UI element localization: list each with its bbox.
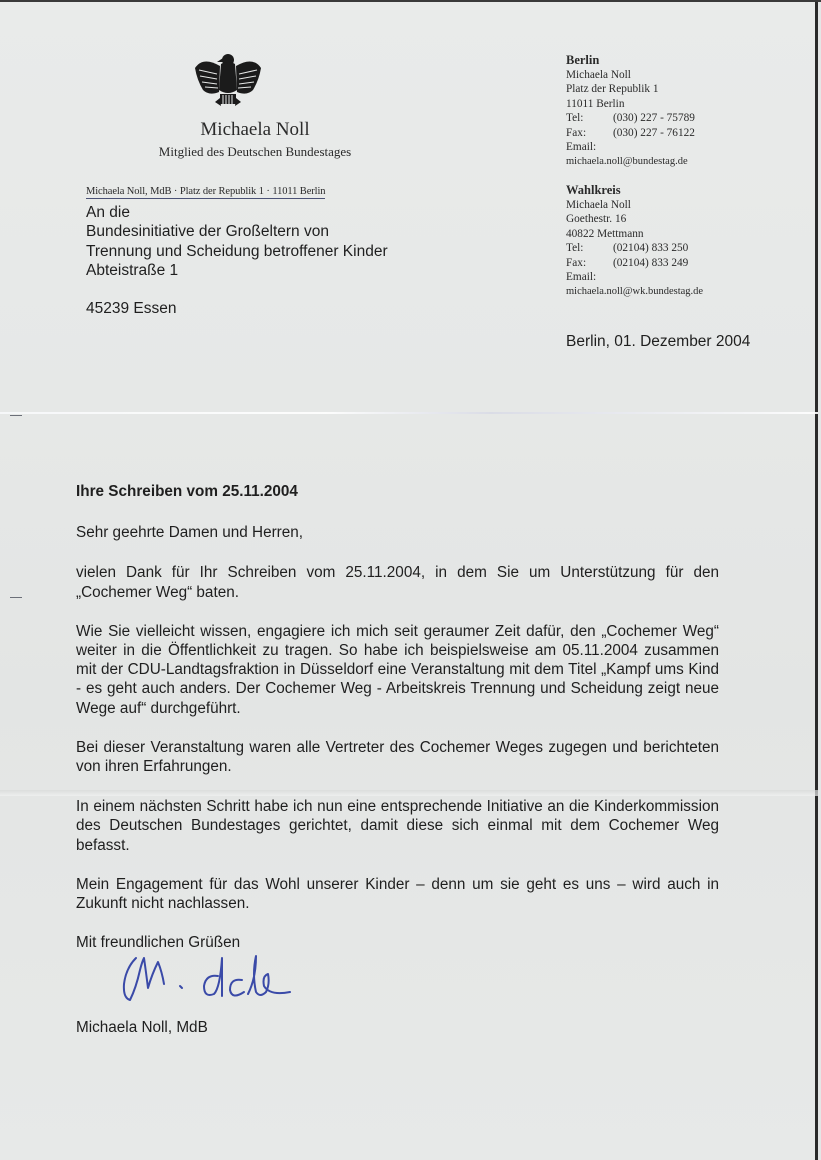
tel-label: Tel:	[566, 242, 584, 254]
contact-city: 40822 Mettmann	[566, 227, 644, 240]
contact-fax-row	[566, 126, 695, 141]
tel-value: (02104) 833 250	[613, 242, 689, 254]
body-paragraph: Wie Sie vielleicht wissen, engagiere ich mich seit geraumer Zeit dafür, den „Cochemer Weg“ weiter in die Öffentlichkeit zu tragen. So habe ich beispielsweise am 05.11.2004 zusammen mit der CDU-Landtagsfraktion in Düsseldorf eine Veranstaltung mit dem Titel „Kampf ums Kind - es geht auch anders. Der Cochemer Weg - Arbeitskreis Trennung und Scheidung zeigt neue Wege auf“ durchgeführt.	[76, 622, 719, 717]
fax-value: (02104) 833 249	[613, 256, 689, 269]
fax-label: Fax:	[566, 256, 587, 269]
contact-street: Goethestr. 16	[566, 213, 627, 225]
sender-role: Mitglied des Deutschen Bundestages	[158, 144, 352, 159]
fax-value: (030) 227 - 76122	[613, 126, 695, 139]
federal-eagle-icon	[193, 50, 263, 110]
fold-line	[0, 412, 818, 414]
recipient-line: An die	[86, 204, 130, 221]
signer-name: Michaela Noll, MdB	[76, 1019, 208, 1036]
contact-block-wahlkreis	[566, 183, 703, 299]
recipient-line: Trennung und Scheidung betroffener Kinder	[86, 242, 388, 260]
contact-tel-row	[566, 111, 695, 126]
letter-date: Berlin, 01. Dezember 2004	[566, 333, 751, 350]
body-paragraph: In einem nächsten Schritt habe ich nun eine entsprechende Initiative an die Kinderkommission des Deutschen Bundestages gerichtet, damit diese sich einmal mit dem Cochemer Weg befasst.	[76, 798, 719, 854]
body-paragraph: Bei dieser Veranstaltung waren alle Vertreter des Cochemer Weges zugegen und berichteten von ihren Erfahrungen.	[76, 738, 719, 776]
salutation: Sehr geehrte Damen und Herren,	[76, 524, 304, 542]
subject-line: Ihre Schreiben vom 25.11.2004	[76, 483, 298, 500]
fold-mark	[10, 415, 22, 416]
spacer	[86, 280, 388, 299]
email-label: Email:	[566, 271, 597, 283]
contact-heading: Wahlkreis	[566, 183, 621, 197]
closing: Mit freundlichen Grüßen	[76, 934, 241, 952]
contact-block-berlin	[566, 53, 695, 169]
letter-body	[76, 482, 719, 971]
contact-name: Michaela Noll	[566, 68, 631, 81]
contact-fax-row	[566, 256, 703, 271]
contact-street: Platz der Republik 1	[566, 83, 659, 95]
recipient-line: Bundesinitiative der Großeltern von	[86, 223, 329, 241]
tel-label: Tel:	[566, 112, 584, 124]
fax-label: Fax:	[566, 126, 587, 139]
scan-edge	[0, 0, 821, 2]
recipient-address	[86, 203, 388, 319]
sender-name: Michaela Noll	[200, 119, 310, 140]
email-value: michaela.noll@wk.bundestag.de	[566, 285, 704, 297]
body-paragraph: Mein Engagement für das Wohl unserer Kinder – denn um sie geht es uns – wird auch in Zukunft nicht nachlassen.	[76, 875, 719, 913]
contact-heading: Berlin	[566, 53, 600, 67]
punch-mark	[10, 597, 22, 598]
return-address: Michaela Noll, MdB · Platz der Republik 1 · 11011 Berlin	[86, 186, 326, 197]
email-value: michaela.noll@bundestag.de	[566, 155, 688, 167]
body-paragraph: vielen Dank für Ihr Schreiben vom 25.11.2004, in dem Sie um Unterstützung für den „Cochemer Weg“ baten.	[76, 564, 719, 601]
recipient-city: 45239 Essen	[86, 300, 177, 318]
contact-city: 11011 Berlin	[566, 97, 625, 110]
email-label: Email:	[566, 141, 597, 153]
handwritten-signature-icon	[118, 948, 308, 1010]
recipient-line: Abteistraße 1	[86, 261, 179, 279]
contact-name: Michaela Noll	[566, 198, 631, 211]
tel-value: (030) 227 - 75789	[613, 112, 695, 124]
contact-tel-row	[566, 241, 703, 256]
